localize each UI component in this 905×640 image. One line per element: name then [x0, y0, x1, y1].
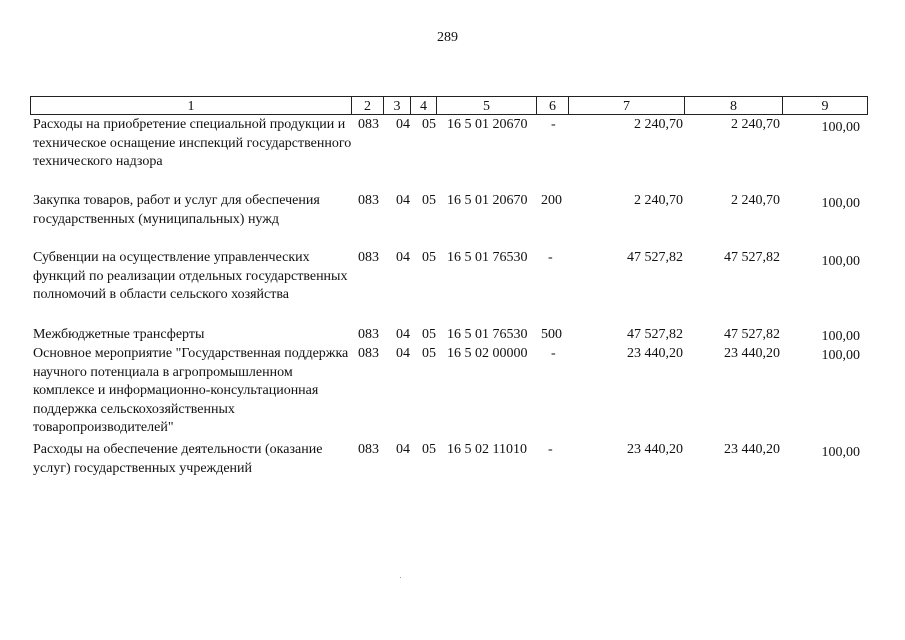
row-subsection: 05	[422, 193, 436, 208]
row-executed: 47 527,82	[724, 250, 780, 265]
scan-speck	[400, 577, 401, 578]
table-header	[30, 96, 868, 115]
row-executed: 47 527,82	[724, 327, 780, 342]
row-vr: -	[548, 250, 553, 265]
row-code: 16 5 02 11010	[447, 442, 527, 457]
row-section: 04	[396, 346, 410, 361]
row-subsection: 05	[422, 250, 436, 265]
row-executed: 2 240,70	[731, 193, 780, 208]
row-code: 16 5 01 76530	[447, 250, 528, 265]
row-gr: 083	[358, 442, 379, 457]
row-percent: 100,00	[821, 254, 860, 269]
header-col-3: 3	[384, 97, 411, 114]
row-plan: 47 527,82	[627, 327, 683, 342]
row-section: 04	[396, 193, 410, 208]
row-gr: 083	[358, 193, 379, 208]
row-description: Основное мероприятие "Государственная поддержка научного потенциала в агропромышленном комплексе и информационно-консультационная поддержка сельскохозяйственных товаропроизводителей"	[33, 346, 349, 435]
row-vr: -	[551, 346, 556, 361]
row-executed: 2 240,70	[731, 117, 780, 132]
row-plan: 23 440,20	[627, 346, 683, 361]
row-executed: 23 440,20	[724, 442, 780, 457]
row-vr: -	[551, 117, 556, 132]
header-col-8: 8	[685, 97, 783, 114]
row-code: 16 5 02 00000	[447, 346, 528, 361]
row-percent: 100,00	[821, 196, 860, 211]
row-description: Закупка товаров, работ и услуг для обеспечения государственных (муниципальных) нужд	[33, 193, 320, 227]
row-code: 16 5 01 20670	[447, 117, 528, 132]
row-section: 04	[396, 117, 410, 132]
row-code: 16 5 01 76530	[447, 327, 528, 342]
row-description: Расходы на обеспечение деятельности (оказание услуг) государственных учреждений	[33, 442, 323, 476]
row-subsection: 05	[422, 117, 436, 132]
row-gr: 083	[358, 250, 379, 265]
row-plan: 47 527,82	[627, 250, 683, 265]
row-vr: 200	[541, 193, 562, 208]
row-subsection: 05	[422, 346, 436, 361]
header-col-2: 2	[352, 97, 384, 114]
row-gr: 083	[358, 327, 379, 342]
row-section: 04	[396, 327, 410, 342]
row-gr: 083	[358, 346, 379, 361]
row-percent: 100,00	[821, 348, 860, 363]
row-percent: 100,00	[821, 445, 860, 460]
header-col-4: 4	[411, 97, 437, 114]
header-col-5: 5	[437, 97, 537, 114]
row-plan: 2 240,70	[634, 117, 683, 132]
row-section: 04	[396, 442, 410, 457]
header-col-1: 1	[31, 97, 352, 114]
row-code: 16 5 01 20670	[447, 193, 528, 208]
row-gr: 083	[358, 117, 379, 132]
row-plan: 23 440,20	[627, 442, 683, 457]
row-percent: 100,00	[821, 329, 860, 344]
row-subsection: 05	[422, 327, 436, 342]
row-description: Субвенции на осуществление управленческих функций по реализации отдельных государственных полномочий в области сельского хозяйства	[33, 250, 348, 302]
page-number: 289	[437, 30, 458, 45]
row-subsection: 05	[422, 442, 436, 457]
header-col-7: 7	[569, 97, 685, 114]
row-executed: 23 440,20	[724, 346, 780, 361]
row-description: Межбюджетные трансферты	[33, 327, 205, 342]
row-vr: -	[548, 442, 553, 457]
header-col-9: 9	[821, 99, 829, 114]
row-description: Расходы на приобретение специальной продукции и техническое оснащение инспекций государственного технического надзора	[33, 117, 352, 169]
row-vr: 500	[541, 327, 562, 342]
row-percent: 100,00	[821, 120, 860, 135]
row-section: 04	[396, 250, 410, 265]
header-col-6: 6	[537, 97, 569, 114]
row-plan: 2 240,70	[634, 193, 683, 208]
